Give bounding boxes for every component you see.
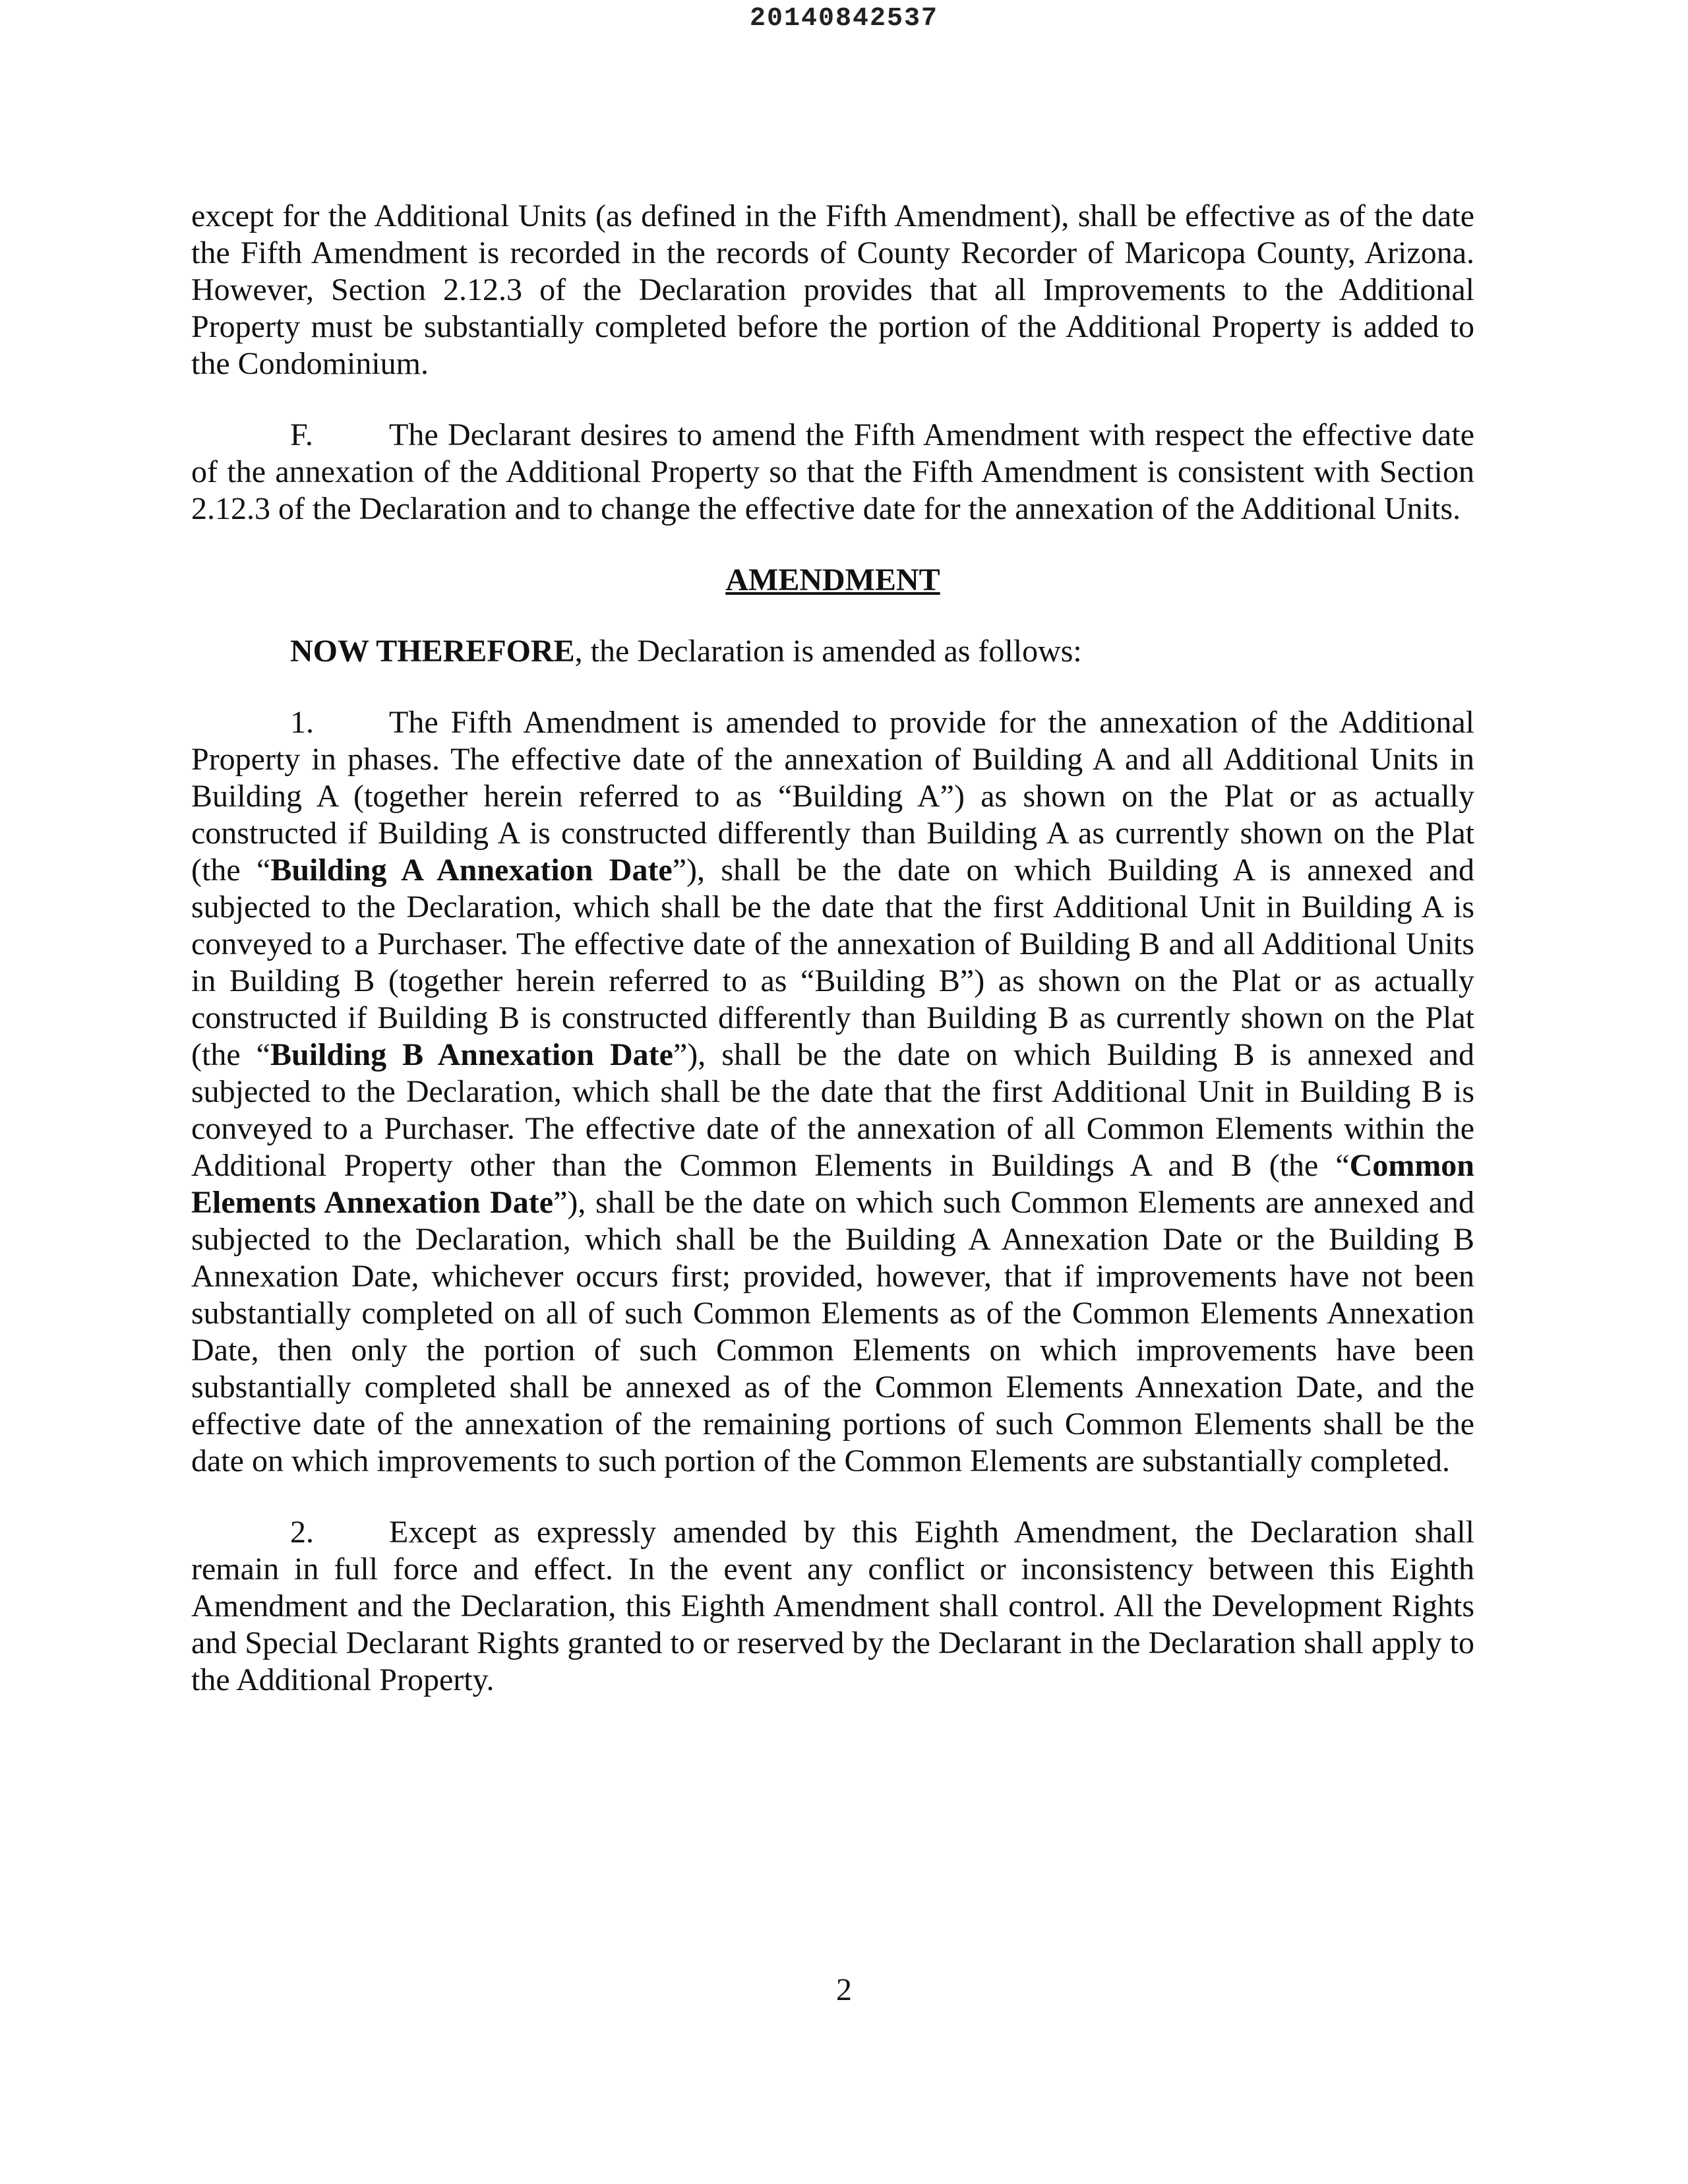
defined-term-common-elements: Common Elements Annexation Date xyxy=(191,1148,1474,1220)
defined-term-building-a: Building A Annexation Date xyxy=(270,853,673,888)
amendment-item-1 xyxy=(191,704,1474,1480)
recital-f-text: The Declarant desires to amend the Fifth Amendment with respect the effective date of the annexation of the Additional Property so that the Fifth Amendment is consistent with Section 2.12.3 of the Declaration and to change the effective date for the annexation of the Additional Units. xyxy=(191,417,1474,526)
defined-term-building-b: Building B Annexation Date xyxy=(270,1037,673,1072)
item-1-text-part2: ”), shall be the date on which Building A is annexed and subjected to the Declaration, which shall be the date that the first Additional Unit in Building A is conveyed to a Purchaser. The effective date of the annexation of Building B and all Additional Units in Building B (together herein referred to as “Building B”) as shown on the Plat or as actually constructed if Building B is constructed differently than Building B as currently shown on the Plat (the “ xyxy=(191,853,1475,1072)
item-1-label: 1. xyxy=(290,705,314,740)
page-number: 2 xyxy=(836,1972,852,2007)
item-2-label: 2. xyxy=(290,1515,314,1550)
recital-f-paragraph xyxy=(191,417,1474,528)
page-body xyxy=(191,198,1474,1733)
now-therefore-lead: NOW THEREFORE xyxy=(290,634,575,669)
item-2-text: Except as expressly amended by this Eighth Amendment, the Declaration shall remain in full force and effect. In the event any conflict or inconsistency between this Eighth Amendment and the Declaration, this Eighth Amendment shall control. All the Development Rights and Special Declarant Rights granted to or reserved by the Declarant in the Declaration shall apply to the Additional Property. xyxy=(191,1515,1474,1697)
now-therefore-paragraph xyxy=(191,633,1474,670)
recital-f-label: F. xyxy=(290,417,313,452)
recording-number: 20140842537 xyxy=(749,4,939,34)
item-1-text-part3: ”), shall be the date on which Building B is annexed and subjected to the Declaration, which shall be the date that the first Additional Unit in Building B is conveyed to a Purchaser. The effective date of the annexation of all Common Elements within the Additional Property other than the Common Elements in Buildings A and B (the “ xyxy=(191,1037,1475,1183)
item-1-text-part1: The Fifth Amendment is amended to provide for the annexation of the Additional Property in phases. The effective date of the annexation of Building A and all Additional Units in Building A (together herein referred to as “Building A”) as shown on the Plat or as actually constructed if Building A is constructed differently than Building A as currently shown on the Plat (the “ xyxy=(191,705,1474,888)
now-therefore-text: , the Declaration is amended as follows: xyxy=(574,634,1082,669)
intro-paragraph: except for the Additional Units (as defined in the Fifth Amendment), shall be effective as of the date the Fifth Amendment is recorded in the records of County Recorder of Maricopa County, Arizona. However, Section 2.12.3 of the Declaration provides that all Improvements to the Additional Property must be substantially completed before the portion of the Additional Property is added to the Condominium. xyxy=(191,198,1474,381)
item-1-text-part4: ”), shall be the date on which such Common Elements are annexed and subjected to the Declaration, which shall be the Building A Annexation Date or the Building B Annexation Date, whichever occurs first; provided, however, that if improvements have not been substantially completed on all of such Common Elements as of the Common Elements Annexation Date, then only the portion of such Common Elements on which improvements have been substantially completed shall be annexed as of the Common Elements Annexation Date, and the effective date of the annexation of the remaining portions of such Common Elements shall be the date on which improvements to such portion of the Common Elements are substantially completed. xyxy=(191,1185,1474,1478)
section-heading: AMENDMENT xyxy=(725,562,940,597)
amendment-item-2 xyxy=(191,1514,1474,1699)
